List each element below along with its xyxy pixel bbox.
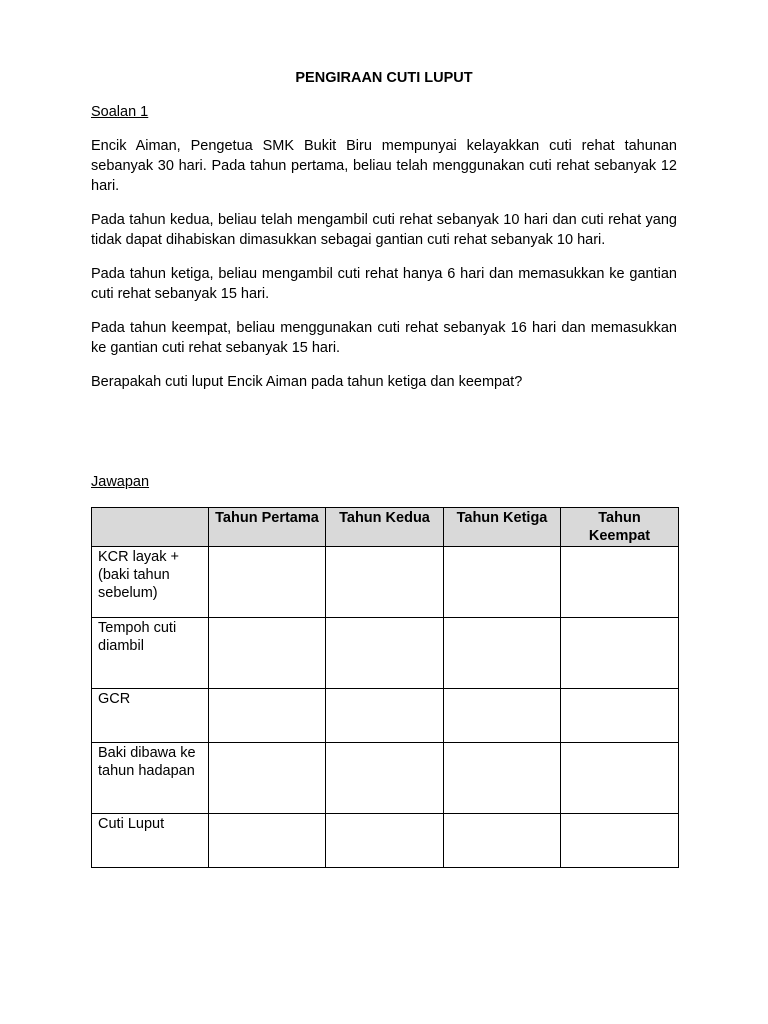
document-title: PENGIRAAN CUTI LUPUT: [295, 70, 473, 86]
answer-cell[interactable]: [561, 618, 679, 689]
table-row: [92, 743, 679, 814]
answer-cell[interactable]: [561, 814, 679, 868]
header-tahun-keempat: Tahun Keempat: [561, 508, 679, 547]
question-paragraph-5: Berapakah cuti luput Encik Aiman pada tahun ketiga dan keempat?: [91, 374, 523, 390]
header-tahun-ketiga: Tahun Ketiga: [444, 508, 561, 547]
question-paragraph-1: Encik Aiman, Pengetua SMK Bukit Biru mempunyai kelayakkan cuti rehat tahunan sebanyak 30 hari. Pada tahun pertama, beliau telah menggunakan cuti rehat sebanyak 12 hari.: [91, 138, 677, 194]
answer-cell[interactable]: [326, 814, 444, 868]
answer-cell[interactable]: [326, 618, 444, 689]
answer-cell[interactable]: [444, 689, 561, 743]
answer-cell[interactable]: [209, 618, 326, 689]
header-corner-cell: [92, 508, 209, 547]
question-label: Soalan 1: [91, 104, 149, 120]
row-label-tempoh-cuti: Tempoh cuti diambil: [92, 618, 209, 689]
row-label-cuti-luput: Cuti Luput: [92, 814, 209, 868]
row-label-gcr: GCR: [92, 689, 209, 743]
answer-cell[interactable]: [209, 689, 326, 743]
header-tahun-kedua: Tahun Kedua: [326, 508, 444, 547]
answer-cell[interactable]: [561, 689, 679, 743]
question-paragraph-4: Pada tahun keempat, beliau menggunakan cuti rehat sebanyak 16 hari dan memasukkan ke gantian cuti rehat sebanyak 15 hari.: [91, 320, 677, 356]
table-row: [92, 547, 679, 618]
answer-cell[interactable]: [444, 743, 561, 814]
answer-table: [91, 507, 679, 868]
answer-cell[interactable]: [561, 743, 679, 814]
table-row: [92, 618, 679, 689]
answer-label: Jawapan: [91, 474, 150, 490]
table-header-row: [92, 508, 679, 547]
header-tahun-pertama: Tahun Pertama: [209, 508, 326, 547]
answer-cell[interactable]: [444, 618, 561, 689]
answer-cell[interactable]: [444, 547, 561, 618]
question-paragraph-3: Pada tahun ketiga, beliau mengambil cuti rehat hanya 6 hari dan memasukkan ke gantian cuti rehat sebanyak 15 hari.: [91, 266, 677, 302]
question-paragraph-2: Pada tahun kedua, beliau telah mengambil cuti rehat sebanyak 10 hari dan cuti rehat yang tidak dapat dihabiskan dimasukkan sebagai gantian cuti rehat sebanyak 10 hari.: [91, 212, 677, 248]
table-row: [92, 689, 679, 743]
answer-cell[interactable]: [209, 814, 326, 868]
answer-cell[interactable]: [326, 743, 444, 814]
answer-cell[interactable]: [209, 743, 326, 814]
row-label-baki-dibawa: Baki dibawa ke tahun hadapan: [92, 743, 209, 814]
answer-cell[interactable]: [326, 689, 444, 743]
answer-cell[interactable]: [561, 547, 679, 618]
table-row: [92, 814, 679, 868]
answer-cell[interactable]: [209, 547, 326, 618]
answer-cell[interactable]: [444, 814, 561, 868]
row-label-kcr-layak: KCR layak + (baki tahun sebelum): [92, 547, 209, 618]
answer-cell[interactable]: [326, 547, 444, 618]
